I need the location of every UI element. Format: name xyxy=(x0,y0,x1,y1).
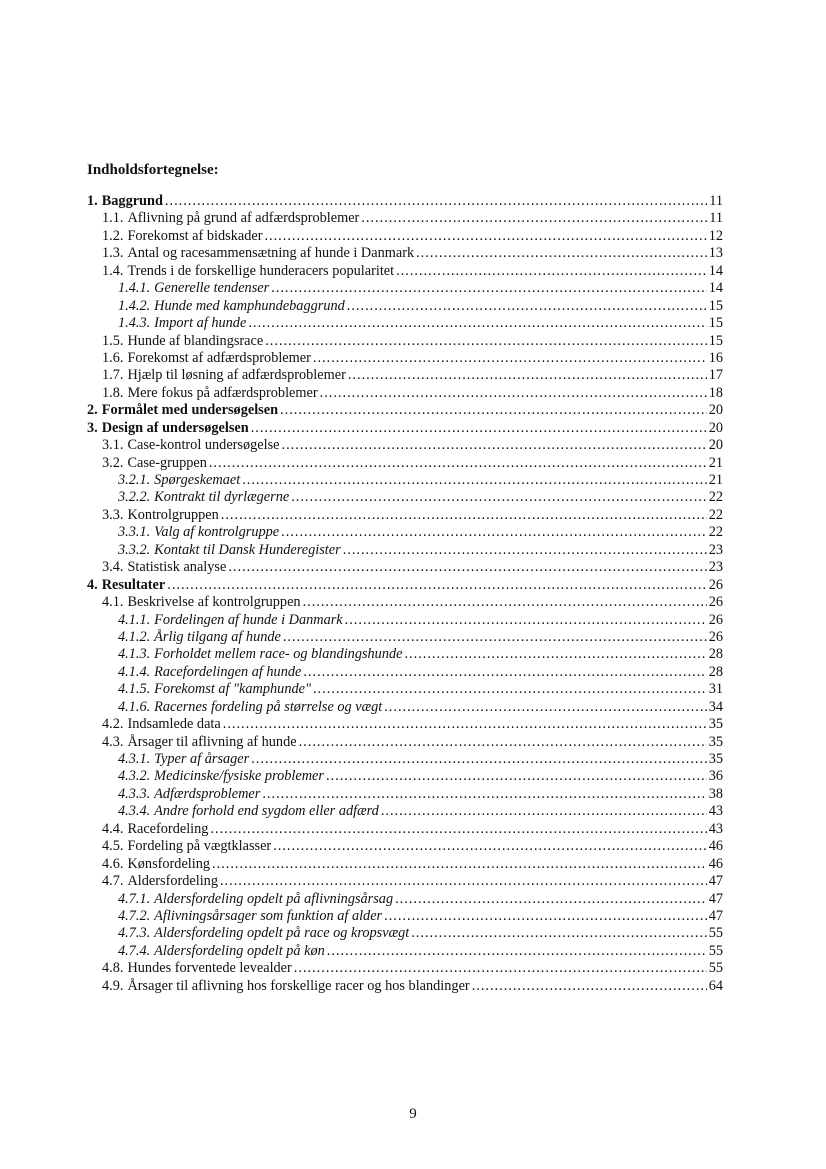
toc-entry-number: 1.8. xyxy=(102,384,124,401)
toc-entry-number: 4.1.5. xyxy=(118,681,151,698)
toc-entry-label: Hunde med kamphundebaggrund xyxy=(154,297,345,314)
toc-leader-dots xyxy=(411,925,706,942)
toc-leader-dots xyxy=(223,716,707,733)
toc-leader-dots xyxy=(303,664,706,681)
toc-entry-label: Forekomst af adfærdsproblemer xyxy=(127,349,311,366)
toc-entry-number: 1.7. xyxy=(102,367,124,384)
toc-entry-page: 31 xyxy=(708,681,723,698)
toc-leader-dots xyxy=(242,472,707,489)
toc-entry xyxy=(87,402,723,419)
toc-leader-dots xyxy=(294,960,707,977)
toc-entry-page: 46 xyxy=(708,838,723,855)
toc-entry-page: 64 xyxy=(708,977,723,994)
toc-entry-label: Formålet med undersøgelsen xyxy=(101,402,279,419)
toc-leader-dots xyxy=(167,577,706,594)
toc-entry xyxy=(87,873,723,890)
toc-entry xyxy=(87,559,723,576)
toc-entry-page: 23 xyxy=(708,559,723,576)
toc-entry-number: 4.1.1. xyxy=(118,611,151,628)
toc-entry-page: 38 xyxy=(708,785,723,802)
toc-entry-number: 4.2. xyxy=(102,716,124,733)
toc-entry-label: Antal og racesammensætning af hunde i Danmark xyxy=(127,245,415,262)
toc-entry-label: Kontrakt til dyrlægerne xyxy=(154,489,290,506)
toc-entry-label: Adfærdsproblemer xyxy=(154,785,261,802)
toc-entry xyxy=(87,612,723,629)
toc-entry xyxy=(87,437,723,454)
toc-leader-dots xyxy=(251,420,707,437)
toc-entry-page: 11 xyxy=(709,193,723,209)
toc-entry-page: 20 xyxy=(708,419,723,436)
toc-entry xyxy=(87,245,723,262)
toc-entry-number: 4.3. xyxy=(102,733,124,750)
toc-entry-label: Racefordeling xyxy=(127,820,209,837)
toc-entry-number: 3.2.1. xyxy=(118,472,151,488)
toc-entry xyxy=(87,716,723,733)
toc-entry-label: Trends i de forskellige hunderacers popularitet xyxy=(127,262,395,279)
toc-entry-number: 4.7.3. xyxy=(118,925,151,942)
toc-entry-page: 22 xyxy=(708,489,723,506)
toc-leader-dots xyxy=(264,228,706,245)
toc-leader-dots xyxy=(472,978,707,995)
toc-leader-dots xyxy=(210,821,706,838)
toc-entry-label: Typer af årsager xyxy=(154,751,250,767)
toc-entry-page: 21 xyxy=(708,454,723,471)
toc-entry xyxy=(87,263,723,280)
toc-leader-dots xyxy=(212,856,707,873)
toc-leader-dots xyxy=(347,298,707,315)
toc-entry-page: 55 xyxy=(708,925,723,942)
toc-entry-page: 26 xyxy=(708,628,723,645)
toc-entry-page: 11 xyxy=(709,210,723,227)
toc-leader-dots xyxy=(320,385,707,402)
toc-entry xyxy=(87,594,723,611)
toc-entry-number: 1.2. xyxy=(102,227,124,244)
toc-entry-number: 3.1. xyxy=(102,437,124,454)
toc-entry-page: 26 xyxy=(708,611,723,628)
toc-entry-number: 3.4. xyxy=(102,559,124,576)
toc-entry-number: 3.2.2. xyxy=(118,489,151,506)
toc-entry-label: Baggrund xyxy=(101,193,163,209)
toc-entry-number: 4.5. xyxy=(102,838,124,855)
toc-leader-dots xyxy=(271,280,707,297)
toc-entry xyxy=(87,210,723,227)
toc-leader-dots xyxy=(248,315,706,332)
toc-entry-label: Valg af kontrolgruppe xyxy=(154,524,280,541)
page-number: 9 xyxy=(409,1106,417,1122)
toc-entry-label: Kontakt til Dansk Hunderegister xyxy=(154,541,341,558)
toc-entry xyxy=(87,455,723,472)
toc-entry xyxy=(87,891,723,908)
toc-entry xyxy=(87,856,723,873)
toc-entry-page: 20 xyxy=(708,402,723,419)
toc-entry xyxy=(87,524,723,541)
toc-entry-page: 35 xyxy=(708,716,723,733)
toc-leader-dots xyxy=(291,489,707,506)
toc-entry-label: Fordeling på vægtklasser xyxy=(127,838,272,855)
toc-entry xyxy=(87,629,723,646)
toc-entry-number: 3.3.2. xyxy=(118,541,151,558)
toc-entry-page: 18 xyxy=(708,384,723,401)
toc-entry-page: 35 xyxy=(708,733,723,750)
toc-leader-dots xyxy=(282,437,707,454)
toc-entry-page: 12 xyxy=(708,227,723,244)
toc-entry xyxy=(87,228,723,245)
toc-leader-dots xyxy=(326,768,707,785)
toc-entry-page: 20 xyxy=(708,437,723,454)
toc-entry-number: 4.6. xyxy=(102,855,124,872)
toc-entry-number: 4.7. xyxy=(102,873,124,890)
toc-entry-label: Hjælp til løsning af adfærdsproblemer xyxy=(127,367,346,384)
toc-entry-number: 4.1.6. xyxy=(118,698,151,715)
toc-entry-label: Kontrolgruppen xyxy=(127,506,219,523)
toc-leader-dots xyxy=(221,507,707,524)
toc-entry-label: Andre forhold end sygdom eller adfærd xyxy=(154,803,379,820)
toc-leader-dots xyxy=(165,193,707,210)
toc-entry-page: 26 xyxy=(708,594,723,611)
toc-entry xyxy=(87,734,723,751)
toc-entry-number: 3.2. xyxy=(102,454,124,471)
toc-entry xyxy=(87,333,723,350)
toc-entry-number: 1. xyxy=(87,193,98,209)
toc-entry-number: 3.3.1. xyxy=(118,524,151,541)
toc-leader-dots xyxy=(327,943,707,960)
toc-entry xyxy=(87,786,723,803)
toc-entry-number: 1.4.2. xyxy=(118,297,151,314)
toc-entry-page: 17 xyxy=(708,367,723,384)
toc-leader-dots xyxy=(345,612,707,629)
toc-leader-dots xyxy=(416,245,707,262)
toc-entry-page: 22 xyxy=(708,524,723,541)
toc-entry-label: Aldersfordeling opdelt på aflivningsårsag xyxy=(154,890,394,907)
toc-entry xyxy=(87,699,723,716)
toc-entry-number: 4.7.2. xyxy=(118,907,151,924)
toc-entry-page: 16 xyxy=(708,349,723,366)
toc-entry-number: 1.4.3. xyxy=(118,315,151,332)
toc-entry-page: 55 xyxy=(708,960,723,977)
toc-leader-dots xyxy=(313,681,707,698)
toc-entry xyxy=(87,542,723,559)
toc-entry xyxy=(87,577,723,594)
toc-entry-page: 15 xyxy=(708,297,723,314)
toc-entry xyxy=(87,367,723,384)
toc-entry-label: Aldersfordeling opdelt på race og kropsvægt xyxy=(154,925,410,942)
toc-entry-page: 28 xyxy=(708,646,723,663)
toc-leader-dots xyxy=(395,891,707,908)
toc-entry-number: 4.1.2. xyxy=(118,628,151,645)
toc-entry-page: 22 xyxy=(708,506,723,523)
toc-entry-label: Statistisk analyse xyxy=(127,559,227,576)
toc-entry-number: 4.9. xyxy=(102,977,124,994)
toc-entry-number: 1.4.1. xyxy=(118,280,151,297)
toc-entry xyxy=(87,420,723,437)
toc-entry xyxy=(87,943,723,960)
toc-entry-page: 14 xyxy=(708,262,723,279)
table-of-contents xyxy=(87,193,723,995)
toc-entry-label: Racernes fordeling på størrelse og vægt xyxy=(154,698,383,715)
toc-entry xyxy=(87,908,723,925)
toc-entry-page: 23 xyxy=(708,541,723,558)
toc-entry xyxy=(87,489,723,506)
toc-entry-number: 3. xyxy=(87,419,98,436)
toc-entry-page: 47 xyxy=(708,890,723,907)
toc-leader-dots xyxy=(361,210,707,227)
toc-entry-page: 15 xyxy=(708,315,723,332)
toc-leader-dots xyxy=(281,524,707,541)
toc-entry xyxy=(87,751,723,768)
toc-entry-label: Racefordelingen af hunde xyxy=(154,663,302,680)
toc-entry xyxy=(87,472,723,489)
toc-title: Indholdsfortegnelse: xyxy=(87,162,219,178)
toc-leader-dots xyxy=(396,263,707,280)
toc-entry-label: Aflivningsårsager som funktion af alder xyxy=(154,907,383,924)
toc-entry-label: Indsamlede data xyxy=(127,716,221,733)
toc-entry xyxy=(87,315,723,332)
toc-leader-dots xyxy=(283,629,707,646)
toc-entry-number: 4.8. xyxy=(102,960,124,977)
toc-entry-number: 2. xyxy=(87,402,98,419)
toc-entry xyxy=(87,350,723,367)
toc-entry-page: 34 xyxy=(708,698,723,715)
toc-entry-page: 26 xyxy=(708,576,723,593)
toc-entry-page: 21 xyxy=(708,472,723,488)
toc-entry xyxy=(87,960,723,977)
toc-entry-number: 4. xyxy=(87,576,98,593)
toc-entry-page: 36 xyxy=(708,768,723,785)
toc-entry-page: 43 xyxy=(708,803,723,820)
toc-leader-dots xyxy=(273,838,707,855)
toc-entry-number: 1.6. xyxy=(102,349,124,366)
toc-entry-label: Generelle tendenser xyxy=(154,280,270,297)
toc-entry-label: Design af undersøgelsen xyxy=(101,419,249,436)
toc-entry-number: 3.3. xyxy=(102,506,124,523)
toc-entry-page: 28 xyxy=(708,663,723,680)
toc-entry xyxy=(87,768,723,785)
toc-entry-number: 4.1.3. xyxy=(118,646,151,663)
toc-entry-label: Spørgeskemaet xyxy=(154,472,241,488)
toc-entry-label: Årsager til aflivning hos forskellige racer og hos blandinger xyxy=(127,977,470,994)
toc-leader-dots xyxy=(220,873,707,890)
toc-entry-page: 46 xyxy=(708,855,723,872)
toc-entry xyxy=(87,664,723,681)
toc-entry-number: 4.3.3. xyxy=(118,785,151,802)
toc-entry-number: 1.4. xyxy=(102,262,124,279)
toc-entry-label: Aflivning på grund af adfærdsproblemer xyxy=(127,210,360,227)
toc-entry-number: 4.4. xyxy=(102,820,124,837)
toc-leader-dots xyxy=(384,699,706,716)
toc-entry-page: 43 xyxy=(708,820,723,837)
toc-entry-label: Aldersfordeling opdelt på køn xyxy=(154,942,325,959)
toc-entry-number: 1.1. xyxy=(102,210,124,227)
toc-leader-dots xyxy=(381,803,707,820)
toc-leader-dots xyxy=(251,751,706,768)
toc-entry-label: Beskrivelse af kontrolgruppen xyxy=(127,594,301,611)
toc-entry-number: 4.7.4. xyxy=(118,942,151,959)
toc-entry-label: Hunde af blandingsrace xyxy=(127,332,264,349)
toc-entry-label: Case-gruppen xyxy=(127,454,207,471)
toc-leader-dots xyxy=(384,908,707,925)
toc-entry-number: 4.1. xyxy=(102,594,124,611)
toc-entry-number: 4.3.2. xyxy=(118,768,151,785)
toc-entry-label: Forekomst af "kamphunde" xyxy=(154,681,311,698)
toc-entry-label: Hundes forventede levealder xyxy=(127,960,292,977)
toc-entry-number: 4.3.4. xyxy=(118,803,151,820)
toc-entry-number: 1.5. xyxy=(102,332,124,349)
toc-leader-dots xyxy=(209,455,707,472)
toc-leader-dots xyxy=(313,350,707,367)
toc-leader-dots xyxy=(265,333,706,350)
toc-entry-page: 15 xyxy=(708,332,723,349)
toc-entry-number: 4.1.4. xyxy=(118,663,151,680)
toc-leader-dots xyxy=(262,786,706,803)
toc-entry xyxy=(87,925,723,942)
toc-entry-label: Årsager til aflivning af hunde xyxy=(127,733,297,750)
toc-leader-dots xyxy=(280,402,707,419)
toc-leader-dots xyxy=(303,594,707,611)
toc-entry-number: 4.3.1. xyxy=(118,751,151,767)
toc-entry-label: Case-kontrol undersøgelse xyxy=(127,437,280,454)
toc-entry-page: 14 xyxy=(708,280,723,297)
toc-entry-label: Resultater xyxy=(101,576,166,593)
toc-leader-dots xyxy=(348,367,707,384)
toc-entry-label: Mere fokus på adfærdsproblemer xyxy=(127,384,318,401)
toc-entry xyxy=(87,507,723,524)
toc-entry-page: 47 xyxy=(708,907,723,924)
toc-entry-label: Forholdet mellem race- og blandingshunde xyxy=(154,646,403,663)
toc-entry-page: 35 xyxy=(708,751,723,767)
toc-leader-dots xyxy=(228,559,706,576)
toc-entry xyxy=(87,280,723,297)
toc-entry-label: Import af hunde xyxy=(154,315,247,332)
toc-entry-label: Medicinske/fysiske problemer xyxy=(154,768,324,785)
toc-entry-page: 55 xyxy=(708,942,723,959)
toc-entry-page: 47 xyxy=(708,873,723,890)
toc-entry-label: Fordelingen af hunde i Danmark xyxy=(154,611,343,628)
toc-entry-page: 13 xyxy=(708,245,723,262)
toc-leader-dots xyxy=(404,646,706,663)
toc-entry xyxy=(87,803,723,820)
toc-entry-label: Aldersfordeling xyxy=(127,873,218,890)
toc-entry-number: 1.3. xyxy=(102,245,124,262)
toc-entry xyxy=(87,298,723,315)
toc-entry xyxy=(87,978,723,995)
toc-entry-label: Kønsfordeling xyxy=(127,855,211,872)
toc-leader-dots xyxy=(299,734,707,751)
toc-entry xyxy=(87,681,723,698)
toc-entry-label: Årlig tilgang af hunde xyxy=(154,628,281,645)
toc-entry-number: 4.7.1. xyxy=(118,890,151,907)
toc-entry xyxy=(87,838,723,855)
toc-entry xyxy=(87,385,723,402)
toc-entry-label: Forekomst af bidskader xyxy=(127,227,263,244)
toc-entry xyxy=(87,821,723,838)
toc-leader-dots xyxy=(343,542,707,559)
toc-entry xyxy=(87,646,723,663)
toc-entry xyxy=(87,193,723,210)
